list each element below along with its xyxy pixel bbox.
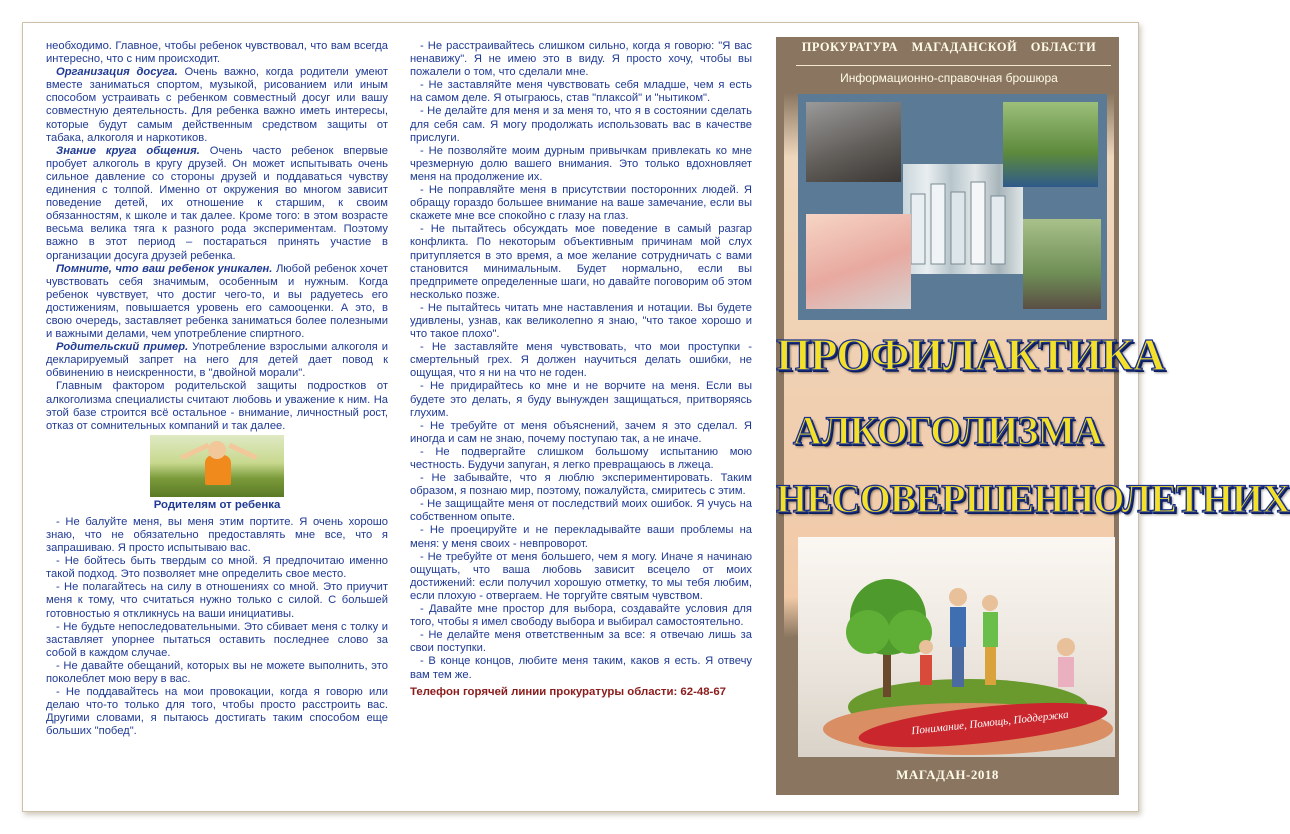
list-item: - В конце концов, любите меня таким, каков я есть. Я отвечу вам тем же. (410, 655, 752, 681)
paragraph-text: Очень часто ребенок впервые пробует алкоголь в кругу друзей. Он может испытывать очень сильное давление со стороны друзей и поддаваться чувству единения с толпой. Именно от окружения во многом зависит поведение детей, их отношение к старшим, к своим обязанностям, к школе и так далее. Кроме того: в этом возрасте весьма велика тяга к разного рода экспериментам. Поэтому важно в этот период – постараться принять участие в организации досуга друзей ребенка. (46, 144, 388, 262)
paragraph-text: Употребление взрослыми алкоголя и декларируемый запрет на него для детей дает повод к обвинению в неискренности, в "двойной морали". (46, 341, 388, 380)
cover-panel (776, 37, 1290, 795)
cover-title-line2: АЛКОГОЛИЗМА (792, 408, 1103, 453)
family-hands-illustration (798, 537, 1115, 757)
city-year: МАГАДАН-2018 (896, 767, 999, 782)
list-item: - Не забывайте, что я люблю экспериментировать. Таким образом, я познаю мир, поэтому, пожалуйста, смиритесь с этим. (410, 472, 752, 498)
list-item: - Не подвергайте слишком большому испытанию мою честность. Будучи запуган, я легко превращаюсь в лжеца. (410, 445, 752, 471)
list-item: - Не бойтесь быть твердым со мной. Я предпочитаю именно такой подход. Это позволяет мне определить свое место. (46, 555, 388, 581)
list-item: - Не расстраивайтесь слишком сильно, когда я говорю: "Я вас ненавижу". Я не имею это в виду. Я просто хочу, чтобы вы пожалели о том, что сделали мне. (410, 40, 752, 79)
list-item: - Не будьте непоследовательными. Это сбивает меня с толку и заставляет упорнее пытаться оставить последнее слово за собой в каждом случае. (46, 620, 388, 659)
organization-title: ПРОКУРАТУРА МАГАДАНСКОЙ ОБЛАСТИ (801, 40, 1097, 54)
list-item: - Не придирайтесь ко мне и не ворчите на меня. Если вы будете это делать, я буду вынужден защищаться, притворяясь глухим. (410, 380, 752, 419)
cover-title-line1: ПРОФИЛАКТИКА (776, 330, 1165, 380)
list-item: - Не проецируйте и не перекладывайте ваши проблемы на меня: у меня своих - невпроворот. (410, 524, 752, 550)
ribbon-slogan: Понимание, Помощь, Поддержка (910, 708, 1070, 738)
heading-example: Родительский пример. (56, 341, 189, 354)
caption-from-child: Родителям от ребенка (153, 498, 281, 511)
photo-baby-bottle (806, 214, 911, 309)
paragraph-example (46, 341, 388, 380)
list-item: - Не давайте обещаний, которых вы не можете выполнить, это поколеблет мою веру в вас. (46, 659, 388, 686)
list-item: - Не поправляйте меня в присутствии посторонних людей. Я обращу гораздо большее внимание на ваше замечание, если вы скажете мне все спокойно с глазу на глаз. (410, 184, 752, 223)
heading-leisure: Организация досуга. (56, 66, 178, 79)
paragraph-friends (46, 145, 388, 263)
heading-unique: Помните, что ваш ребенок уникален. (56, 262, 273, 275)
list-item: - Не делайте для меня и за меня то, что я в состоянии сделать для себя сам. Я могу продолжать использовать вас в качестве прислуги. (410, 105, 752, 144)
paragraph-leisure (46, 66, 388, 145)
list-item: - Не пытайтесь читать мне наставления и нотации. Вы будете удивлены, узнав, как великолепно я знаю, "что такое хорошо и что такое плохо". (410, 301, 752, 341)
list-item: - Не балуйте меня, вы меня этим портите. Я очень хорошо знаю, что не обязательно предоставлять мне все, что я запрашиваю. Я просто испытываю вас. (46, 515, 388, 555)
photo-drunk-teens (806, 102, 901, 182)
list-item: - Не поддавайтесь на мои провокации, когда я говорю или делаю что-то только для того, чтобы просто расстроить вас. Другими словами, я пытаюсь достигать таким способом еще больших "побед". (46, 686, 388, 738)
child-photo (150, 435, 284, 497)
alcohol-photo-collage (798, 94, 1107, 320)
list-item: - Не требуйте от меня объяснений, зачем я это сделал. Я иногда и сам не знаю, почему поступаю так, а не иначе. (410, 419, 752, 445)
list-item: - Не защищайте меня от последствий моих ошибок. Я учусь на собственном опыте. (410, 498, 752, 524)
paragraph-text: Очень важно, когда родители умеют вместе заниматься спортом, музыкой, рисованием или иным способом устраивать с ребенком совместный досуг или вашу совместную деятельность. Для ребенка важно иметь интересы, которые будут самым действенным средством защиты от табака, алкоголя и наркотиков. (46, 66, 389, 144)
photo-man-bench (1023, 219, 1101, 309)
list-item: - Не заставляйте меня чувствовать, что мои проступки - смертельный грех. Я должен научиться делать ошибки, не ощущая, что я ни на что не годен. (410, 341, 752, 380)
list-item: - Давайте мне простор для выбора, создавайте условия для того, чтобы я имел свободу выбора и выбирал самостоятельно. (410, 603, 752, 629)
paragraph: Главным фактором родительской защиты подростков от алкоголизма специалисты считают любовь и уважение к ним. На этой базе строится всё остальное - внимание, личностный рост, отказ от сомнительных компаний и так далее. (46, 380, 388, 432)
paragraph: необходимо. Главное, чтобы ребенок чувствовал, что вам всегда интересно, что с ним происходит. (46, 40, 388, 66)
heading-friends: Знание круга общения. (56, 144, 200, 157)
photo-teens-drinking (1003, 102, 1098, 187)
list-item: - Не требуйте от меня большего, чем я могу. Иначе я начинаю ощущать, что ваша любовь зависит всецело от моих достижений: если получил хорошую отметку, то мы тебя любим, если плохую - отвергаем. Не торгуйте святым чувством. (410, 550, 752, 602)
column-middle (410, 40, 752, 699)
divider (796, 65, 1111, 66)
list-item: - Не позволяйте моим дурным привычкам привлекать ко мне чрезмерную долю вашего внимания. Это только вдохновляет меня на продолжение их. (410, 144, 752, 183)
paragraph-unique (46, 263, 388, 342)
column-left (46, 40, 388, 739)
list-item: - Не полагайтесь на силу в отношениях со мной. Это приучит меня к тому, что считаться нужно только с силой. С большей готовностью я откликнусь на ваши инициативы. (46, 581, 388, 620)
paragraph-text: Любой ребенок хочет чувствовать себя значимым, особенным и нужным. Когда ребенок чувствует, что достиг чего-то, и вы радуетесь его достижениям, повышается уровень его самооценки. А это, в свою очередь, заставляет ребенка заниматься более полезными и важными делами, чем употребление спиртного. (46, 262, 388, 341)
cover-title-line3: НЕСОВЕРШЕННОЛЕТНИХ (776, 476, 1290, 521)
list-item: - Не пытайтесь обсуждать мое поведение в самый разгар конфликта. По некоторым объективным причинам мой слух притупляется в это время, а мое желание сотрудничать с вами становится минимальным. Будет нормально, если вы предпримете определенные шаги, но давайте поговорим об этом несколько позже. (410, 223, 752, 301)
list-item: - Не заставляйте меня чувствовать себя младше, чем я есть на самом деле. Я отыграюсь, став "плаксой" и "нытиком". (410, 79, 752, 105)
hotline-phone: Телефон горячей линии прокуратуры области: 62-48-67 (410, 685, 726, 698)
brochure-subtitle: Информационно-справочная брошюра (840, 71, 1058, 85)
list-item: - Не делайте меня ответственным за все: я отвечаю лишь за свои поступки. (410, 629, 752, 655)
